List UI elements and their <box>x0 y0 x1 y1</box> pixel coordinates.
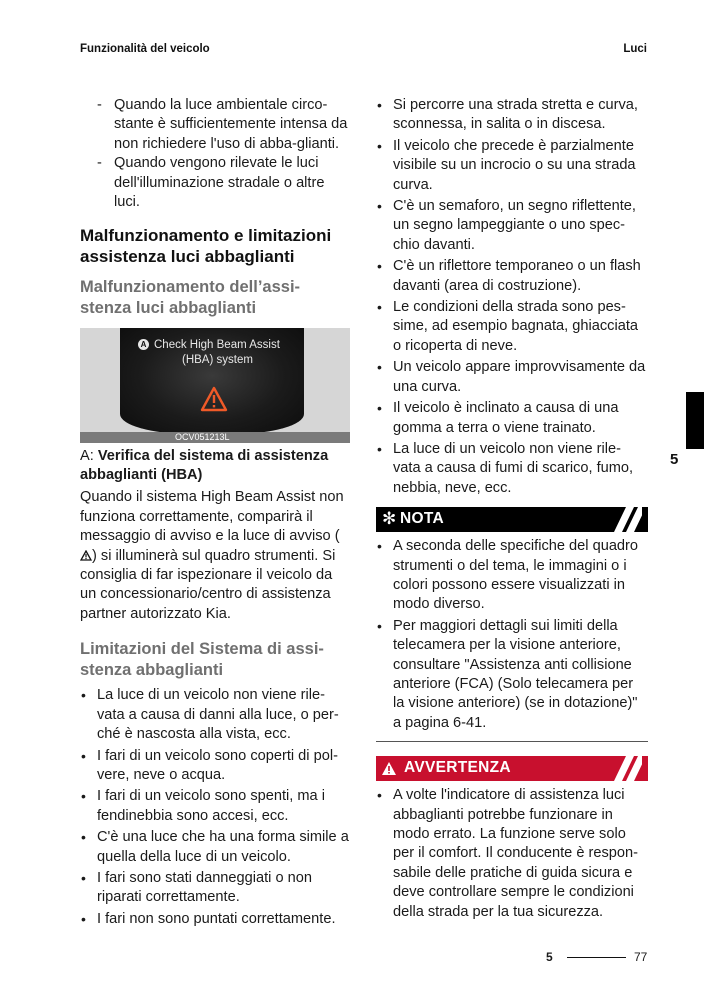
note-label: NOTA <box>400 510 444 528</box>
bullet-marker: • <box>81 829 86 846</box>
list-item: • Le condizioni della strada sono pes-sime, ad esempio bagnata, ghiacciata o ricoperta di neve. <box>377 299 639 354</box>
list-item: • A seconda delle specifiche del quadro strumenti o del tema, le immagini o i colori possono essere visualizzati in modo diverso. <box>377 538 639 613</box>
figure-code-strip <box>80 432 350 443</box>
dash-list <box>80 96 350 212</box>
bullet-marker: • <box>377 538 382 555</box>
right-column <box>376 96 648 924</box>
bullet-marker: • <box>377 299 382 316</box>
list-item: • Per maggiori dettagli sui limiti della telecamera per la visione anteriore, consultare "Assistenza anti collisione anteriore (FCA) (Solo telecamera per la visione anteriore) (se in dotazione)" a pagina 6-41. <box>377 617 638 731</box>
running-header-chapter: Luci <box>623 43 647 55</box>
bullet-marker: • <box>377 137 382 154</box>
left-column <box>80 96 350 931</box>
list-item: • I fari sono stati danneggiati o non riparati correttamente. <box>81 869 313 906</box>
dash-marker: - <box>97 97 102 113</box>
bullet-marker: • <box>81 747 86 764</box>
bullet-marker: • <box>81 869 86 886</box>
figure-code: OCV051213L <box>175 432 230 443</box>
list-item: • I fari di un veicolo sono coperti di pol-vere, neve o acqua. <box>81 747 338 783</box>
bullet-marker: • <box>377 258 382 275</box>
warning-light-icon <box>80 550 92 561</box>
divider <box>376 741 648 742</box>
page-number: 77 <box>634 950 648 964</box>
screen-message-line2: (HBA) system <box>182 354 253 367</box>
conditions-list <box>376 96 648 498</box>
subsection-title-malfunction: Malfunzionamento dell’assi-stenza luci abbaglianti <box>80 278 301 318</box>
list-item: • C'è una luce che ha una forma simile a quella della luce di un veicolo. <box>81 829 349 865</box>
limitations-list <box>80 686 350 929</box>
bullet-marker: • <box>81 687 86 704</box>
list-item: • Il veicolo che precede è parzialmente visibile su un incrocio o su una strada curva. <box>377 137 636 193</box>
subsection-title-limitations: Limitazioni del Sistema di assi-stenza abbaglianti <box>80 640 324 680</box>
note-box <box>376 507 648 742</box>
warning-list <box>376 781 648 922</box>
bullet-marker: • <box>377 198 382 215</box>
figure-caption: A: Verifica del sistema di assistenza abbaglianti (HBA) <box>80 448 329 484</box>
list-item: • C'è un semaforo, un segno riflettente, un segno lampeggiante o uno spec-chio davanti. <box>377 198 636 253</box>
warning-triangle-icon <box>200 386 228 412</box>
note-list <box>376 532 648 733</box>
bullet-marker: • <box>81 910 86 927</box>
screen-message-line1: A Check High Beam Assist <box>138 339 280 351</box>
bullet-marker: • <box>377 400 382 417</box>
dash-marker: - <box>97 155 102 172</box>
bullet-marker: • <box>81 788 86 805</box>
bullet-marker: • <box>377 359 382 376</box>
list-item: • C'è un riflettore temporaneo o un flash davanti (area di costruzione). <box>377 258 641 294</box>
stripes-icon <box>600 756 642 781</box>
list-item: • Si percorre una strada stretta e curva, sconnessa, in salita o in discesa. <box>377 97 638 133</box>
cluster-screen <box>120 328 304 434</box>
list-item: - Quando vengono rilevate le luci dell'illuminazione stradale o altre luci. <box>97 155 325 211</box>
bullet-marker: • <box>377 617 382 634</box>
section-title: Malfunzionamento e limitazioni assistenza luci abbaglianti <box>80 226 332 267</box>
list-item: • A volte l'indicatore di assistenza luci abbaglianti potrebbe funzionare in modo errato. La funzione serve solo per il comfort. Il conducente è respon-sabile delle pratiche di guida sicura e deve controllare sempre le condizioni della strada per la tua sicurezza. <box>377 787 638 920</box>
warning-label: AVVERTENZA <box>404 759 511 777</box>
warning-header <box>376 756 648 781</box>
warning-icon <box>381 761 397 776</box>
bullet-marker: • <box>377 787 382 804</box>
cluster-figure <box>80 328 350 443</box>
bullet-marker: • <box>377 97 382 113</box>
malfunction-paragraph: Quando il sistema High Beam Assist non funziona correttamente, comparirà il messaggio di avviso e la luce di avviso () si illuminerà sul quadro strumenti. Si consiglia di far ispezionare il veicolo da un concessionario/centro di assistenza partner autorizzato Kia. <box>80 489 344 622</box>
list-item: • La luce di un veicolo non viene rile-vata a causa di danni alla luce, o per-ché è nascosta alla vista, ecc. <box>81 687 339 743</box>
warning-box <box>376 756 648 922</box>
list-item: • Il veicolo è inclinato a causa di una gomma a terra o viene trainato. <box>377 400 619 436</box>
chapter-tab-number: 5 <box>670 451 679 468</box>
list-item: • La luce di un veicolo non viene rile-vata a causa di fumi di scarico, fumo, nebbia, neve, ecc. <box>377 440 634 496</box>
stripes-icon <box>600 507 642 532</box>
bullet-marker: • <box>377 440 382 457</box>
chapter-tab <box>686 392 704 449</box>
footer-chapter: 5 <box>546 950 553 964</box>
asterisk-icon: ✻ <box>382 509 397 529</box>
footer-divider <box>567 957 626 958</box>
list-item: • I fari di un veicolo sono spenti, ma i fendinebbia sono accesi, ecc. <box>81 788 325 824</box>
callout-badge: A <box>138 339 149 350</box>
list-item: • I fari non sono puntati correttamente. <box>80 910 350 929</box>
note-header <box>376 507 648 532</box>
running-header-section: Funzionalità del veicolo <box>80 43 210 55</box>
list-item: • Un veicolo appare improvvisamente da una curva. <box>377 359 646 395</box>
list-item: - Quando la luce ambientale circo-stante è sufficientemente intensa da non richiedere l'uso di abba-glianti. <box>97 97 348 152</box>
